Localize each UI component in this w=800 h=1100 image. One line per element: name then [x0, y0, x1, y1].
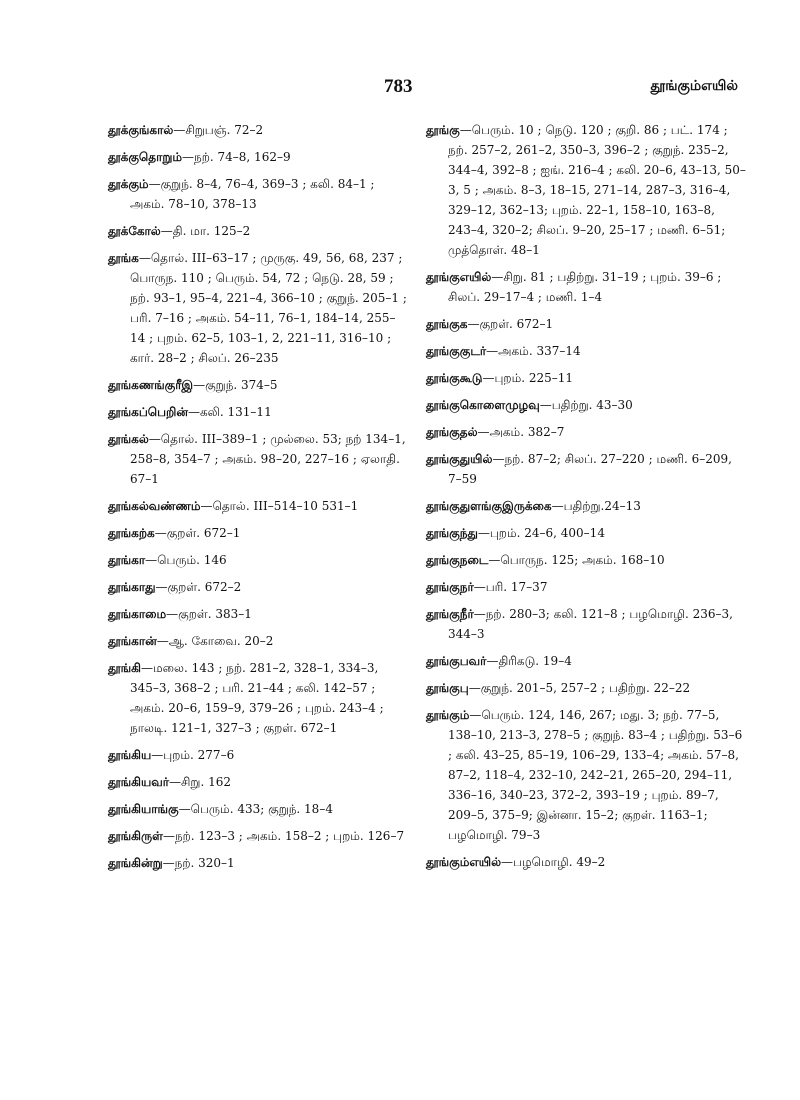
index-entry: [426, 651, 746, 671]
index-entry: [108, 745, 408, 765]
entry-headword: தூங்காது: [108, 580, 156, 594]
index-entry: [426, 267, 746, 307]
entry-headword: தூங்கல்: [108, 432, 149, 446]
index-entry: [426, 678, 746, 698]
entry-references: —தொல். III–63–17 ; முருகு. 49, 56, 68, 237 ; பொருந. 110 ; பெரும். 54, 72 ; நெடு. 28, 59 ; நற். 93–1, 95–4, 221–4, 366–10 ; குறுந். 205–1 ; பரி. 7–16 ; அகம். 54–11, 76–1, 184–14, 255–14 ; புறம். 62–5, 103–1, 2, 221–11, 316–10 ; கார். 28–2 ; சிலப். 26–235: [130, 251, 411, 365]
entry-references: —பெரும். 10 ; நெடு. 120 ; குறி. 86 ; பட். 174 ; நற். 257–2, 261–2, 350–3, 396–2 ; குறுந். 235–2, 344–4, 392–8 ; ஐங். 216–4 ; கலி. 20–6, 43–13, 50–3, 5 ; அகம். 8–3, 18–15, 271–14, 287–3, 316–4, 329–12, 362–13; புறம். 22–1, 158–10, 163–8, 243–4, 320–2; சிலப். 9–20, 25–17 ; மணி. 6–51; முத்தொள். 48–1: [448, 123, 746, 257]
entry-headword: தூக்குங்கால்: [108, 123, 174, 137]
entry-headword: தூங்கும்எயில்: [426, 855, 502, 869]
entry-headword: தூங்கணங்குரீஇ: [108, 378, 194, 392]
entry-headword: தூங்கா: [108, 553, 146, 567]
entry-references: —குறள். 383–1: [166, 607, 252, 621]
index-entry: [426, 705, 746, 845]
entry-references: —தி. மா. 125–2: [160, 224, 251, 238]
index-entry: [108, 402, 408, 422]
index-entry: [108, 523, 408, 543]
entry-headword: தூக்கும்: [108, 177, 149, 191]
entry-headword: தூங்க: [108, 251, 139, 265]
entry-references: —மலை. 143 ; நற். 281–2, 328–1, 334–3, 345–3, 368–2 ; பரி. 21–44 ; கலி. 142–57 ; அகம். 20–6, 159–9, 379–26 ; புறம். 243–4 ; நாலடி. 121–1, 327–3 ; குறள். 672–1: [130, 661, 388, 735]
entry-headword: தூங்குதல்: [426, 425, 478, 439]
index-entry: [426, 422, 746, 442]
index-entry: [426, 523, 746, 543]
entry-headword: தூங்கு: [426, 123, 460, 137]
entry-headword: தூங்கிய: [108, 748, 152, 762]
entry-references: —ஆ. கோவை. 20–2: [156, 634, 274, 648]
index-entry: [108, 550, 408, 570]
index-entry: [108, 577, 408, 597]
entry-headword: தூக்கோல்: [108, 224, 161, 238]
index-entry: [426, 604, 746, 644]
index-entry: [108, 496, 408, 516]
page-header: [0, 76, 800, 106]
index-entry: [426, 496, 746, 516]
index-entry: [426, 341, 746, 361]
entry-headword: தூக்குதொறும்: [108, 150, 183, 164]
entry-headword: தூங்குதுளங்குஇருக்கை: [426, 499, 552, 513]
entry-references: —குறுந். 8–4, 76–4, 369–3 ; கலி. 84–1 ; அகம். 78–10, 378–13: [130, 177, 379, 211]
entry-headword: தூங்கான்: [108, 634, 157, 648]
index-entry: [108, 853, 408, 873]
page-number: 783: [384, 76, 413, 97]
entry-references: —பெரும். 146: [145, 553, 227, 567]
entry-headword: தூங்குபவர்: [426, 654, 487, 668]
index-entry: [108, 174, 408, 214]
running-head: தூங்கும்எயில்: [650, 78, 738, 94]
index-column-right: [426, 120, 746, 879]
entry-references: —கலி. 131–11: [188, 405, 272, 419]
entry-references: —புறம். 225–11: [482, 371, 574, 385]
entry-headword: தூங்கின்று: [108, 856, 163, 870]
entry-references: —பெரும். 124, 146, 267; மது. 3; நற். 77–5, 138–10, 213–3, 278–5 ; குறுந். 83–4 ; பதிற்று. 53–6 ; கலி. 43–25, 85–19, 106–29, 133–4; அகம். 57–8, 87–2, 118–4, 232–10, 242–21, 265–20, 294–11, 336–16, 340–23, 372–2, 393–19 ; புறம். 89–7, 209–5, 375–9; இன்னா. 15–2; குறள். 1163–1; பழமொழி. 79–3: [448, 708, 747, 842]
entry-references: —நற். 280–3; கலி. 121–8 ; பழமொழி. 236–3, 344–3: [448, 607, 737, 641]
index-entry: [108, 429, 408, 489]
entry-references: —பொருந. 125; அகம். 168–10: [488, 553, 665, 567]
index-entry: [426, 368, 746, 388]
entry-headword: தூங்குநடை: [426, 553, 489, 567]
entry-references: —குறுந். 201–5, 257–2 ; பதிற்று. 22–22: [468, 681, 691, 695]
index-entry: [426, 395, 746, 415]
index-entry: [108, 772, 408, 792]
index-column-left: [108, 120, 411, 880]
index-entry: [426, 314, 746, 334]
entry-references: —தொல். III–514–10 531–1: [200, 499, 359, 513]
entry-headword: தூங்கற்க: [108, 526, 155, 540]
entry-headword: தூங்கிருள்: [108, 829, 163, 843]
index-entry: [108, 799, 408, 819]
index-entry: [108, 604, 408, 624]
entry-headword: தூங்கி: [108, 661, 141, 675]
entry-references: —சிறு. 81 ; பதிற்று. 31–19 ; புறம். 39–6 ; சிலப். 29–17–4 ; மணி. 1–4: [448, 270, 726, 304]
entry-headword: தூங்கியாங்கு: [108, 802, 179, 816]
entry-headword: தூங்காமை: [108, 607, 167, 621]
index-entry: [108, 826, 408, 846]
entry-references: —குறள். 672–1: [467, 317, 554, 331]
entry-references: —சிறு. 162: [169, 775, 231, 789]
entry-references: —பதிற்று.24–13: [551, 499, 641, 513]
entry-headword: தூங்குகூடு: [426, 371, 483, 385]
entry-references: —நற். 74–8, 162–9: [182, 150, 291, 164]
entry-references: —திரிகடு. 19–4: [486, 654, 572, 668]
index-entry: [426, 120, 746, 260]
entry-headword: தூங்குந்து: [426, 526, 478, 540]
entry-headword: தூங்கப்பெறின்: [108, 405, 188, 419]
entry-references: —பெரும். 433; குறுந். 18–4: [178, 802, 333, 816]
entry-references: —பரி. 17–37: [473, 580, 548, 594]
entry-headword: தூங்குதுயில்: [426, 452, 493, 466]
entry-references: —குறள். 672–1: [154, 526, 241, 540]
entry-references: —குறுந். 374–5: [193, 378, 278, 392]
index-entry: [108, 147, 408, 167]
index-entry: [108, 248, 411, 368]
entry-headword: தூங்குநீர்: [426, 607, 474, 621]
entry-references: —புறம். 24–6, 400–14: [477, 526, 605, 540]
entry-headword: தூங்குக: [426, 317, 468, 331]
entry-references: —பழமொழி. 49–2: [501, 855, 606, 869]
entry-references: —தொல். III–389–1 ; முல்லை. 53; நற் 134–1, 258–8, 354–7 ; அகம். 98–20, 227–16 ; ஏலாதி. 67–1: [130, 432, 410, 486]
entry-references: —அகம். 337–14: [486, 344, 581, 358]
entry-headword: தூங்குகொளைமுழவு: [426, 398, 540, 412]
index-entry: [108, 658, 408, 738]
entry-references: —சிறுபஞ். 72–2: [173, 123, 264, 137]
entry-references: —நற். 87–2; சிலப். 27–220 ; மணி. 6–209, 7–59: [448, 452, 736, 486]
entry-headword: தூங்குபு: [426, 681, 469, 695]
entry-references: —நற். 320–1: [162, 856, 235, 870]
entry-headword: தூங்குநர்: [426, 580, 474, 594]
entry-headword: தூங்குஎயில்: [426, 270, 492, 284]
index-entry: [426, 550, 746, 570]
index-entry: [108, 221, 408, 241]
entry-references: —அகம். 382–7: [477, 425, 565, 439]
entry-references: —புறம். 277–6: [151, 748, 235, 762]
entry-references: —பதிற்று. 43–30: [539, 398, 633, 412]
index-entry: [108, 375, 408, 395]
index-entry: [426, 449, 746, 489]
index-entry: [108, 120, 408, 140]
index-entry: [426, 852, 746, 872]
entry-references: —குறள். 672–2: [155, 580, 242, 594]
entry-headword: தூங்கும்: [426, 708, 470, 722]
index-entry: [108, 631, 408, 651]
entry-headword: தூங்கல்வண்ணம்: [108, 499, 201, 513]
entry-headword: தூங்குகுடர்: [426, 344, 487, 358]
index-entry: [426, 577, 746, 597]
entry-headword: தூங்கியவர்: [108, 775, 170, 789]
entry-references: —நற். 123–3 ; அகம். 158–2 ; புறம். 126–7: [162, 829, 405, 843]
